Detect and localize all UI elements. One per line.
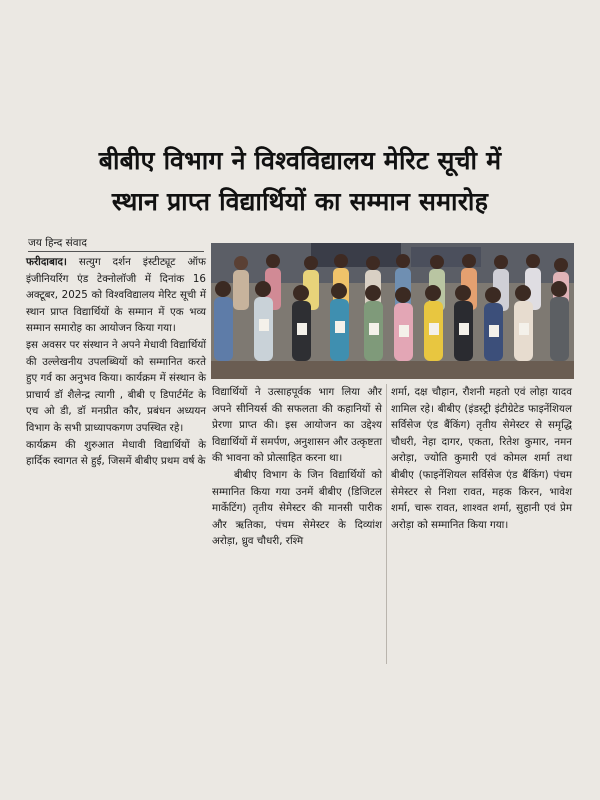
article-column-2 xyxy=(212,384,382,550)
article-column-1 xyxy=(26,254,206,470)
headline-line-1: बीबीए विभाग ने विश्वविद्यालय मेरिट सूची में xyxy=(98,146,502,175)
article-column-3 xyxy=(391,384,572,533)
group-photo xyxy=(211,243,574,379)
headline xyxy=(10,140,590,222)
headline-line-2: स्थान प्राप्त विद्यार्थियों का सम्मान समारोह xyxy=(111,187,489,216)
paragraph-4: विद्यार्थियों ने उत्साहपूर्वक भाग लिया और अपने सीनियर्स की सफलता की कहानियों से प्रेरणा प्राप्त की। इस आयोजन का उद्देश्य विद्यार्थियों में समर्पण, अनुशासन और उत्कृष्टता की भावना को प्रोत्साहित करना था। xyxy=(212,386,382,465)
dateline: फरीदाबाद। xyxy=(26,256,67,268)
byline: जय हिन्द संवाद xyxy=(28,237,87,249)
paragraph-1: सत्युग दर्शन इंस्टीट्यूट ऑफ इंजीनियरिंग एंड टेक्नोलॉजी में दिनांक 16 अक्टूबर, 2025 को विश्वविद्यालय मेरिट सूची में स्थान प्राप्त विद्यार्थियों के सम्मान में एक भव्य सम्मान समारोह का आयोजन किया गया। xyxy=(26,256,206,335)
paragraph-3: कार्यक्रम की शुरुआत मेधावी विद्यार्थियों के हार्दिक स्वागत से हुई, जिसमें बीबीए प्रथम वर्ष के xyxy=(26,438,206,468)
paragraph-5: बीबीए विभाग के जिन विद्यार्थियों को सम्मानित किया गया उनमें बीबीए (डिजिटल मार्केटिंग) तृतीय सेमेस्टर की मानसी पारीक और ऋतिका, पंचम सेमेस्टर के दिव्यांश अरोड़ा, ध्रुव चौधरी, रश्मि xyxy=(212,468,382,548)
paragraph-6: शर्मा, दक्ष चौहान, रौशनी महतो एवं लोहा यादव शामिल रहे। बीबीए (इंडस्ट्री इंटीग्रेटेड फाइनेंशियल सर्विसेज एंड बैंकिंग) तृतीय सेमेस्टर से समृद्धि चौधरी, नेहा दागर, एकता, रितेश कुमार, नमन अरोड़ा, ज्योति कुमारी एवं कोमल शर्मा तथा बीबीए (फाइनेंशियल सर्विसेज एंड बैंकिंग) पंचम सेमेस्टर से निशा रावत, महक किरन, भावेश शर्मा, चारू रावत, शाश्वत शर्मा, सुहानी एवं प्रेम अरोड़ा को सम्मानित किया गया। xyxy=(391,386,572,531)
byline-rule xyxy=(28,251,204,252)
paragraph-2: इस अवसर पर संस्थान ने अपने मेधावी विद्यार्थियों की उल्लेखनीय उपलब्धियों को सम्मानित करते हुए गर्व का अनुभव किया। कार्यक्रम में संस्थान के प्राचार्य डॉ शैलेन्द्र त्यागी , बीबी ए डिपार्टमेंट के एच ओ डी, डॉ मनप्रीत कौर, प्रबंधन अध्ययन विभाग के सभी प्राध्यापकगण उपस्थित रहे। xyxy=(26,338,206,434)
column-divider xyxy=(386,384,387,664)
